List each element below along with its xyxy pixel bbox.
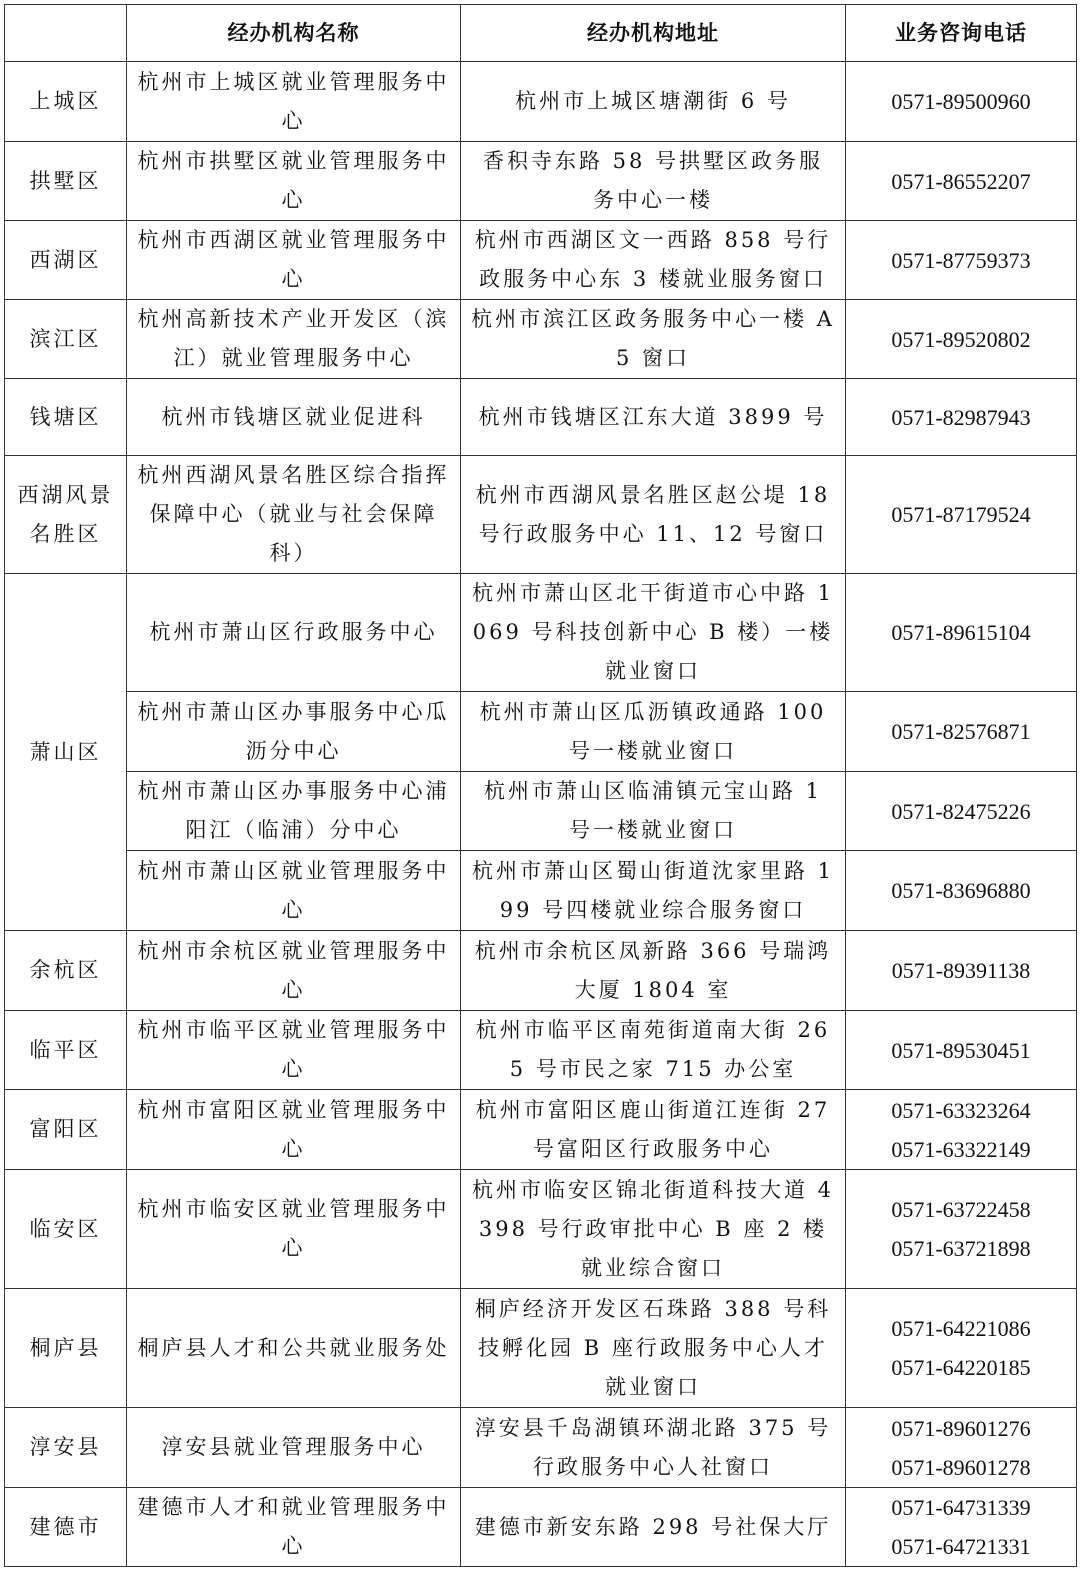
agency-address-cell: 建德市新安东路 298 号社保大厅 xyxy=(461,1488,846,1567)
agency-name-cell: 杭州市萧山区行政服务中心 xyxy=(127,574,461,692)
district-cell: 桐庐县 xyxy=(5,1289,127,1408)
district-cell: 余杭区 xyxy=(5,931,127,1011)
phone-number: 0571-64731339 xyxy=(891,1495,1031,1520)
phone-number: 0571-89500960 xyxy=(891,89,1031,114)
agency-address-cell: 杭州市滨江区政务服务中心一楼 A5 窗口 xyxy=(461,300,846,379)
district-cell: 钱塘区 xyxy=(5,379,127,456)
header-agency-address: 经办机构地址 xyxy=(461,5,846,62)
phone-cell xyxy=(846,300,1077,379)
phone-cell xyxy=(846,1011,1077,1090)
agency-address-cell: 杭州市西湖风景名胜区赵公堤 18 号行政服务中心 11、12 号窗口 xyxy=(461,456,846,574)
phone-cell xyxy=(846,1090,1077,1170)
agency-address-cell: 杭州市萧山区临浦镇元宝山路 1 号一楼就业窗口 xyxy=(461,772,846,851)
phone-number: 0571-87179524 xyxy=(891,502,1031,527)
agency-name-cell: 桐庐县人才和公共就业服务处 xyxy=(127,1289,461,1408)
phone-number: 0571-64721331 xyxy=(891,1534,1031,1559)
phone-number: 0571-89391138 xyxy=(891,958,1031,983)
district-cell: 上城区 xyxy=(5,62,127,142)
table-row xyxy=(5,1011,1077,1090)
agency-name-cell: 杭州高新技术产业开发区（滨江）就业管理服务中心 xyxy=(127,300,461,379)
table-row xyxy=(5,1170,1077,1289)
phone-cell xyxy=(846,1408,1077,1488)
header-agency-name: 经办机构名称 xyxy=(127,5,461,62)
phone-cell xyxy=(846,692,1077,772)
phone-number: 0571-89601278 xyxy=(891,1454,1031,1480)
agency-name-cell: 杭州西湖风景名胜区综合指挥保障中心（就业与社会保障科） xyxy=(127,456,461,574)
phone-number: 0571-86552207 xyxy=(891,168,1031,194)
table-row xyxy=(5,300,1077,379)
table-row xyxy=(5,456,1077,574)
agency-name-cell: 杭州市临平区就业管理服务中心 xyxy=(127,1011,461,1090)
agency-name-cell: 杭州市上城区就业管理服务中心 xyxy=(127,62,461,142)
phone-cell xyxy=(846,1488,1077,1567)
agency-name-cell: 杭州市萧山区办事服务中心瓜沥分中心 xyxy=(127,692,461,772)
agency-name-cell: 淳安县就业管理服务中心 xyxy=(127,1408,461,1488)
phone-number: 0571-63322149 xyxy=(891,1136,1031,1162)
phone-number: 0571-87759373 xyxy=(891,247,1031,273)
district-cell: 西湖风景名胜区 xyxy=(5,456,127,574)
agency-name-cell: 杭州市余杭区就业管理服务中心 xyxy=(127,931,461,1011)
phone-number: 0571-63722458 xyxy=(891,1197,1031,1222)
phone-cell xyxy=(846,851,1077,931)
district-cell: 临平区 xyxy=(5,1011,127,1090)
agency-address-cell: 杭州市上城区塘潮街 6 号 xyxy=(461,62,846,142)
agency-address-cell: 香积寺东路 58 号拱墅区政务服务中心一楼 xyxy=(461,142,846,221)
phone-number: 0571-89520802 xyxy=(891,326,1031,352)
district-cell: 富阳区 xyxy=(5,1090,127,1170)
district-cell: 滨江区 xyxy=(5,300,127,379)
agency-name-cell: 建德市人才和就业管理服务中心 xyxy=(127,1488,461,1567)
phone-cell xyxy=(846,1289,1077,1408)
agency-address-cell: 杭州市萧山区蜀山街道沈家里路 199 号四楼就业综合服务窗口 xyxy=(461,851,846,931)
agency-name-cell: 杭州市富阳区就业管理服务中心 xyxy=(127,1090,461,1170)
agency-address-cell: 杭州市萧山区北干街道市心中路 1069 号科技创新中心 B 楼）一楼就业窗口 xyxy=(461,574,846,692)
agency-address-cell: 杭州市临平区南苑街道南大街 265 号市民之家 715 办公室 xyxy=(461,1011,846,1090)
table-row xyxy=(5,379,1077,456)
agency-name-cell: 杭州市临安区就业管理服务中心 xyxy=(127,1170,461,1289)
district-cell: 拱墅区 xyxy=(5,142,127,221)
phone-number: 0571-82576871 xyxy=(891,719,1031,744)
district-cell: 建德市 xyxy=(5,1488,127,1567)
phone-cell xyxy=(846,574,1077,692)
phone-cell xyxy=(846,772,1077,851)
table-row xyxy=(5,931,1077,1011)
phone-cell xyxy=(846,379,1077,456)
district-cell: 临安区 xyxy=(5,1170,127,1289)
agency-address-cell: 杭州市富阳区鹿山街道江连街 27 号富阳区行政服务中心 xyxy=(461,1090,846,1170)
agency-address-cell: 杭州市萧山区瓜沥镇政通路 100 号一楼就业窗口 xyxy=(461,692,846,772)
table-row xyxy=(5,692,1077,772)
phone-number: 0571-89615104 xyxy=(891,620,1031,645)
agency-name-cell: 杭州市钱塘区就业促进科 xyxy=(127,379,461,456)
phone-cell xyxy=(846,142,1077,221)
header-row xyxy=(5,5,1077,62)
table-row xyxy=(5,1090,1077,1170)
agency-address-cell: 杭州市临安区锦北街道科技大道 4398 号行政审批中心 B 座 2 楼就业综合窗口 xyxy=(461,1170,846,1289)
phone-number: 0571-64220185 xyxy=(891,1355,1031,1380)
phone-cell xyxy=(846,456,1077,574)
district-cell: 萧山区 xyxy=(5,574,127,931)
table-row xyxy=(5,1289,1077,1408)
phone-cell xyxy=(846,931,1077,1011)
phone-number: 0571-63323264 xyxy=(891,1097,1031,1123)
table-row xyxy=(5,142,1077,221)
table-row xyxy=(5,1488,1077,1567)
agency-address-cell: 桐庐经济开发区石珠路 388 号科技孵化园 B 座行政服务中心人才就业窗口 xyxy=(461,1289,846,1408)
table-row xyxy=(5,772,1077,851)
phone-number: 0571-83696880 xyxy=(891,878,1031,903)
phone-number: 0571-89530451 xyxy=(891,1037,1031,1063)
district-cell: 西湖区 xyxy=(5,221,127,300)
header-phone: 业务咨询电话 xyxy=(846,5,1077,62)
phone-cell xyxy=(846,62,1077,142)
district-cell: 淳安县 xyxy=(5,1408,127,1488)
agency-address-cell: 杭州市余杭区凤新路 366 号瑞鸿大厦 1804 室 xyxy=(461,931,846,1011)
agency-name-cell: 杭州市西湖区就业管理服务中心 xyxy=(127,221,461,300)
agency-name-cell: 杭州市萧山区就业管理服务中心 xyxy=(127,851,461,931)
table-row xyxy=(5,1408,1077,1488)
table-row xyxy=(5,221,1077,300)
phone-cell xyxy=(846,1170,1077,1289)
phone-number: 0571-89601276 xyxy=(891,1415,1031,1441)
phone-number: 0571-63721898 xyxy=(891,1236,1031,1261)
table-row xyxy=(5,851,1077,931)
header-district xyxy=(5,5,127,62)
table-row xyxy=(5,574,1077,692)
agency-table xyxy=(4,4,1077,1567)
phone-number: 0571-82475226 xyxy=(891,798,1031,824)
phone-number: 0571-64221086 xyxy=(891,1316,1031,1341)
phone-number: 0571-82987943 xyxy=(891,404,1031,430)
agency-name-cell: 杭州市萧山区办事服务中心浦阳江（临浦）分中心 xyxy=(127,772,461,851)
table-row xyxy=(5,62,1077,142)
agency-address-cell: 淳安县千岛湖镇环湖北路 375 号行政服务中心人社窗口 xyxy=(461,1408,846,1488)
agency-name-cell: 杭州市拱墅区就业管理服务中心 xyxy=(127,142,461,221)
agency-address-cell: 杭州市西湖区文一西路 858 号行政服务中心东 3 楼就业服务窗口 xyxy=(461,221,846,300)
phone-cell xyxy=(846,221,1077,300)
agency-address-cell: 杭州市钱塘区江东大道 3899 号 xyxy=(461,379,846,456)
